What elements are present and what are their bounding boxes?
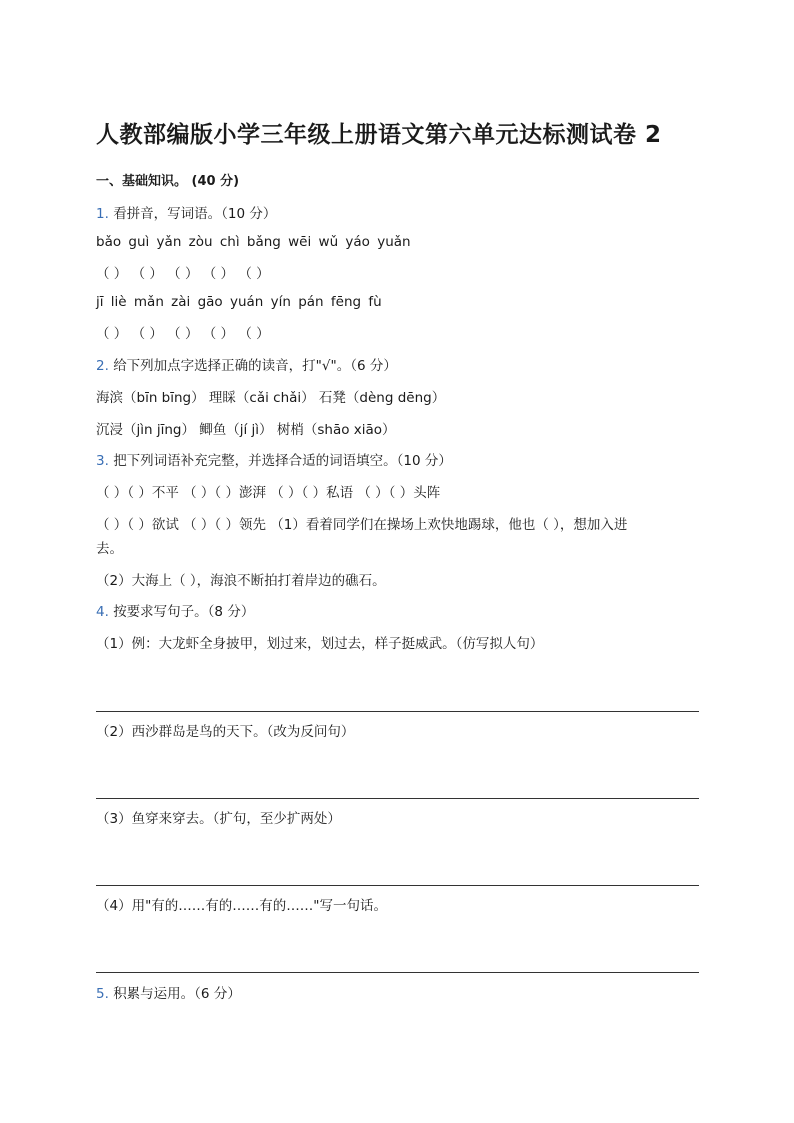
answer-brackets-row-1[interactable]: （ ） （ ） （ ） （ ） （ ） — [96, 266, 270, 282]
question-1 — [96, 202, 276, 222]
question-4 — [96, 600, 254, 620]
answer-line-4[interactable] — [96, 972, 699, 973]
pinyin-row-2: jī liè mǎn zài gāo yuán yín pán fēng fù — [96, 294, 382, 310]
sub-question-2: （2）西沙群岛是鸟的天下。（改为反问句） — [96, 724, 355, 740]
question-2 — [96, 354, 397, 374]
fill-words-row-2-cont: 去。 — [96, 541, 123, 557]
fill-words-row-2[interactable]: （ ）（ ）欲试 （ ）（ ）领先 （1）看着同学们在操场上欢快地踢球，他也（ ），想加入进 — [96, 517, 628, 533]
question-number: 4. — [96, 604, 109, 620]
section-1-header: 一、基础知识。 (40 分) — [96, 174, 240, 189]
question-5 — [96, 982, 241, 1002]
question-text: 给下列加点字选择正确的读音，打"√"。（6 分） — [113, 358, 397, 374]
answer-line-3[interactable] — [96, 885, 699, 886]
question-text: 积累与运用。（6 分） — [113, 986, 241, 1002]
question-text: 看拼音，写词语。（10 分） — [113, 206, 277, 222]
pronunciation-row-1: 海滨（bīn bīng） 理睬（cǎi chǎi） 石凳（dèng dēng） — [96, 390, 446, 406]
pinyin-row-1: bǎo guì yǎn zòu chì bǎng wēi wǔ yáo yuǎn — [96, 234, 411, 250]
answer-line-2[interactable] — [96, 798, 699, 799]
question-number: 2. — [96, 358, 109, 374]
question-number: 3. — [96, 453, 109, 469]
question-text: 按要求写句子。（8 分） — [113, 604, 255, 620]
page-title: 人教部编版小学三年级上册语文第六单元达标测试卷 2 — [96, 122, 662, 148]
pronunciation-row-2: 沉浸（jìn jīng） 鲫鱼（jí jì） 树梢（shāo xiāo） — [96, 422, 396, 438]
fill-words-row-1[interactable]: （ ）（ ）不平 （ ）（ ）澎湃 （ ）（ ）私语 （ ）（ ）头阵 — [96, 485, 441, 501]
sub-question-4: （4）用"有的……有的……有的……"写一句话。 — [96, 898, 388, 914]
sub-question-1: （1）例：大龙虾全身披甲，划过来，划过去，样子挺威武。（仿写拟人句） — [96, 636, 544, 652]
answer-line-1[interactable] — [96, 711, 699, 712]
fill-sentence-2[interactable]: （2）大海上（ ），海浪不断拍打着岸边的礁石。 — [96, 573, 386, 589]
answer-brackets-row-2[interactable]: （ ） （ ） （ ） （ ） （ ） — [96, 326, 270, 342]
question-number: 1. — [96, 206, 109, 222]
question-text: 把下列词语补充完整，并选择合适的词语填空。（10 分） — [113, 453, 452, 469]
question-3 — [96, 449, 452, 469]
sub-question-3: （3）鱼穿来穿去。（扩句，至少扩两处） — [96, 811, 341, 827]
question-number: 5. — [96, 986, 109, 1002]
